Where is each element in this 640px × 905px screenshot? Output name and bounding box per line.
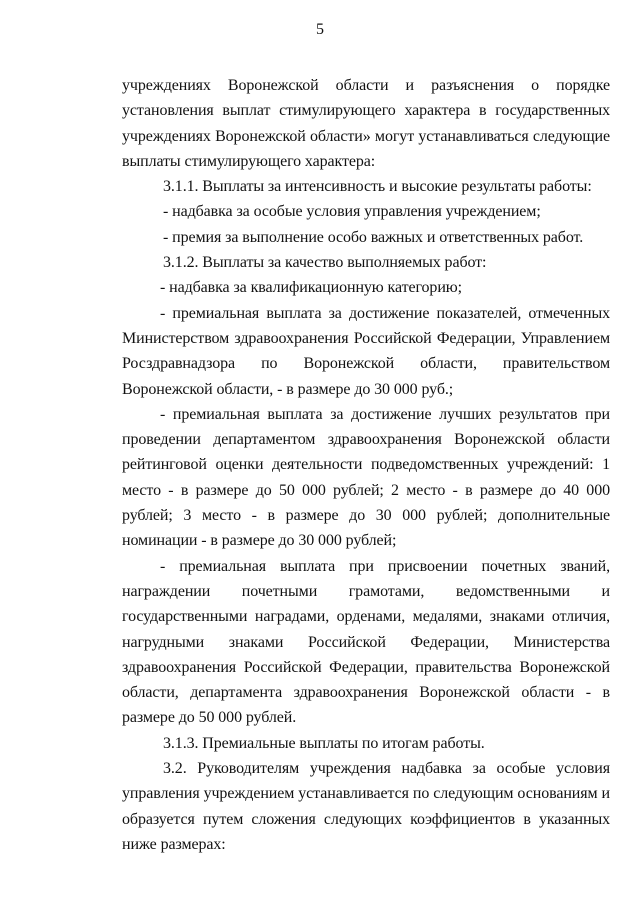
paragraph-list-item: - премиальная выплата при присвоении почетных званий, награждении почетными грамотами, ведомственными и государственными наградами, орденами, медалями, знаками отличия, нагрудными знаками Российской Федерации, Министерства здравоохранения Российской Федерации, правительства Воронежской области, департамента здравоохранения Воронежской области - в размере до 50 000 рублей.: [122, 557, 610, 727]
paragraph-list-item: - надбавка за квалификационную категорию;: [160, 279, 462, 297]
paragraph-list-item: - премиальная выплата за достижение лучших результатов при проведении департаментом здравоохранения Воронежской области рейтинговой оценки деятельности подведомственных учреждений: 1 место - в размере до 50 000 рублей; 2 место - в размере до 40 000 рублей; 3 место - в размере до 30 000 рублей; дополнительные номинации - в размере до 30 000 рублей;: [122, 405, 610, 550]
paragraph-3-1-3-heading: 3.1.3. Премиальные выплаты по итогам работы.: [163, 734, 485, 752]
paragraph-list-item: - премия за выполнение особо важных и ответственных работ.: [163, 228, 584, 246]
paragraph-list-item: - надбавка за особые условия управления учреждением;: [163, 203, 541, 221]
document-body: [122, 73, 610, 857]
paragraph-3-1-1-heading: 3.1.1. Выплаты за интенсивность и высокие результаты работы:: [163, 178, 592, 196]
paragraph-3-1-2-heading: 3.1.2. Выплаты за качество выполняемых работ:: [163, 254, 487, 272]
paragraph-3-2: 3.2. Руководителям учреждения надбавка за особые условия управления учреждением устанавливается по следующим основаниям и образуется путем сложения следующих коэффициентов в указанных ниже размерах:: [122, 760, 610, 853]
paragraph-list-item: - премиальная выплата за достижение показателей, отмеченных Министерством здравоохранения Российской Федерации, Управлением Росздравнадзора по Воронежской области, правительством Воронежской области, - в размере до 30 000 руб.;: [122, 304, 610, 398]
paragraph-intro-continuation: учреждениях Воронежской области и разъяснения о порядке установления выплат стимулирующего характера в государственных учреждениях Воронежской области» могут устанавливаться следующие выплаты стимулирующего характера:: [122, 77, 610, 170]
page-number: 5: [316, 21, 324, 38]
